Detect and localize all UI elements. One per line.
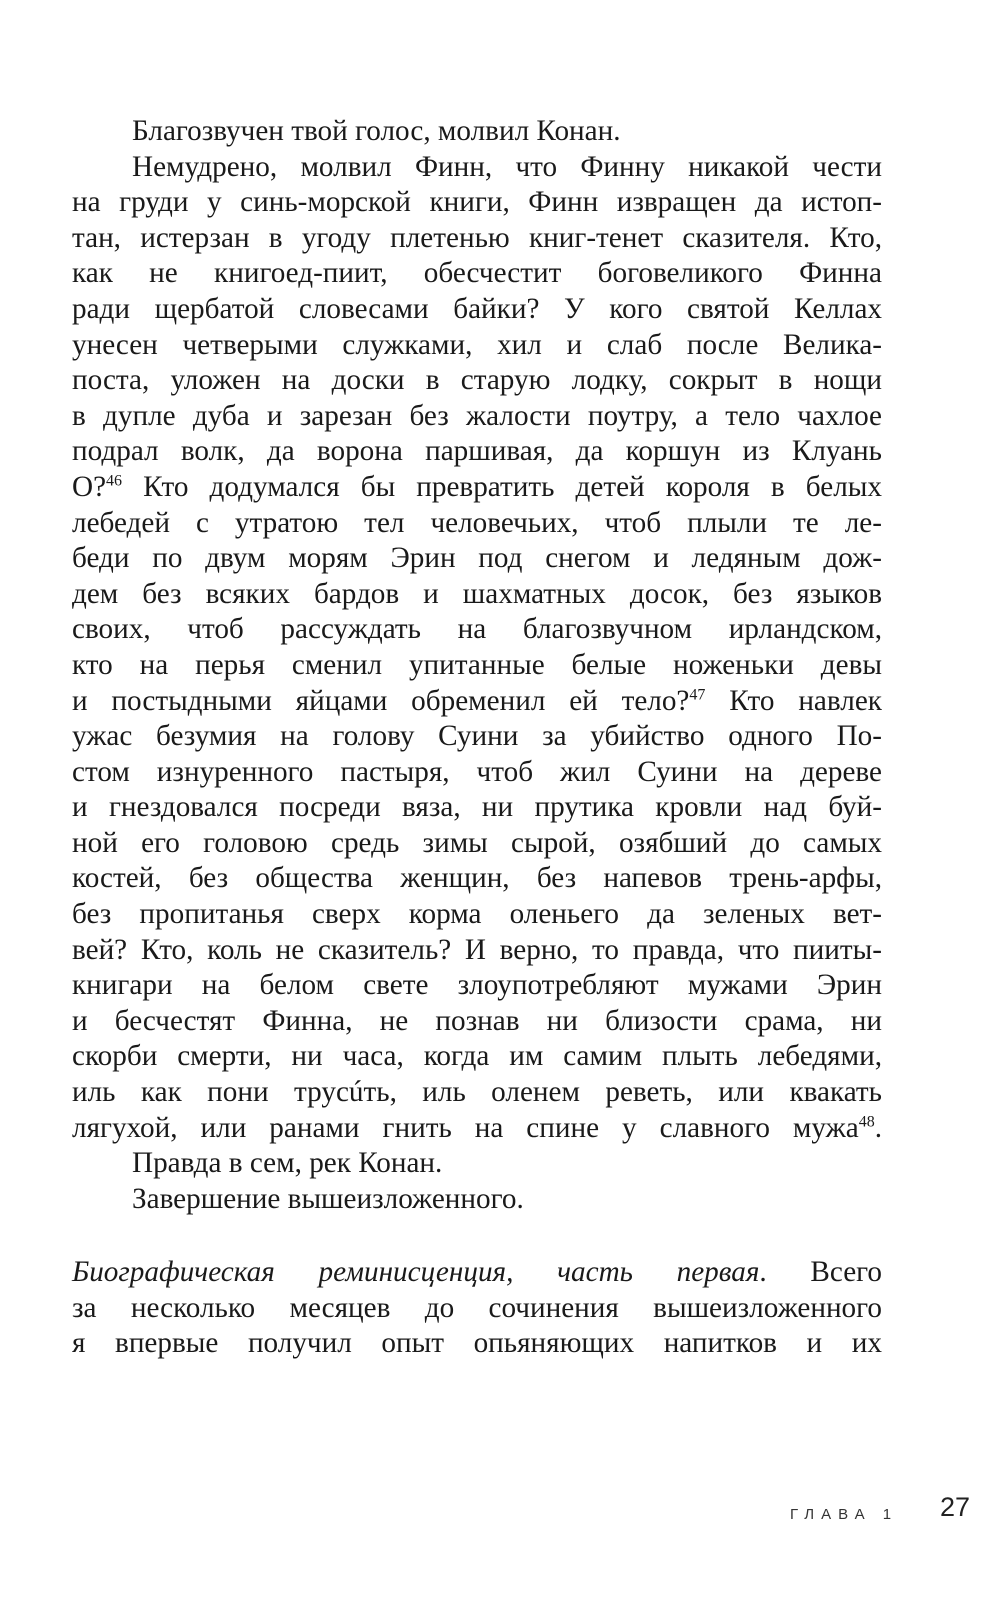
text-line xyxy=(72,1004,882,1040)
text-line xyxy=(72,506,882,542)
text-line xyxy=(72,826,882,862)
text-line xyxy=(72,1075,882,1111)
text-line xyxy=(72,684,882,720)
text-line xyxy=(72,612,882,648)
text-line xyxy=(72,114,882,150)
text-line xyxy=(72,968,882,1004)
text-line xyxy=(72,221,882,257)
text-segment: ужас безумия на голову Суини за убийство одного По- xyxy=(72,720,882,753)
text-line xyxy=(72,150,882,186)
text-line xyxy=(72,790,882,826)
text-line xyxy=(72,292,882,328)
page-number: 27 xyxy=(940,1492,971,1522)
text-segment: Завершение вышеизложенного. xyxy=(132,1182,524,1215)
text-segment: ной его головою средь зимы сырой, озябший до самых xyxy=(72,826,882,859)
text-segment: за несколько месяцев до сочинения вышеизложенного xyxy=(72,1291,882,1324)
text-line xyxy=(72,434,882,470)
text-segment: тан, истерзан в угоду плетенью книг-тенет сказителя. Кто, xyxy=(72,221,882,254)
text-line xyxy=(72,1326,882,1362)
text-segment: Благозвучен твой голос, молвил Конан. xyxy=(132,115,621,147)
text-segment: своих, чтоб рассуждать на благозвучном ирландском, xyxy=(72,613,882,646)
text-segment: . xyxy=(874,1111,882,1144)
text-line xyxy=(72,185,882,221)
text-segment: книгари на белом свете злоупотребляют мужами Эрин xyxy=(72,969,882,1002)
text-segment: кто на перья сменил упитанные белые ноженьки девы xyxy=(72,648,882,681)
text-segment: лягухой, или ранами гнить на спине у славного мужа xyxy=(72,1111,859,1144)
text-segment: иль как пони трусúть, иль оленем реветь, или квакать xyxy=(72,1076,882,1109)
text-line xyxy=(72,399,882,435)
text-segment: костей, без общества женщин, без напевов трень-арфы, xyxy=(72,862,882,895)
running-footer-chapter: ГЛАВА 1 xyxy=(790,1506,899,1523)
text-segment: Правда в сем, рек Конан. xyxy=(132,1147,443,1180)
reminiscence-paragraph xyxy=(72,1255,882,1362)
text-line xyxy=(72,541,882,577)
text-segment: в дупле дуба и зарезан без жалости поутру, а тело чахлое xyxy=(72,399,882,432)
text-line xyxy=(72,1039,882,1075)
text-segment: стом изнуренного пастыря, чтоб жил Суини на дереве xyxy=(72,755,882,788)
text-line xyxy=(72,256,882,292)
text-segment: на груди у синь-морской книги, Финн извращен да истоп- xyxy=(72,186,882,219)
text-segment: и гнездовался посреди вяза, ни прутика кровли над буй- xyxy=(72,791,882,824)
text-segment: . Всего xyxy=(759,1256,882,1288)
text-segment: подрал волк, да ворона паршивая, да коршун из Клуань xyxy=(72,435,882,468)
text-segment: унесен четверыми служками, хил и слаб после Велика- xyxy=(72,328,882,361)
text-line xyxy=(72,1255,882,1291)
italic-heading: Биографическая реминисценция, часть первая xyxy=(72,1256,760,1288)
text-segment: вей? Кто, коль не сказитель? И верно, то правда, что пииты- xyxy=(72,933,882,966)
text-line xyxy=(72,470,882,506)
text-line xyxy=(72,897,882,933)
footnote-marker: 47 xyxy=(689,686,706,704)
text-line xyxy=(72,577,882,613)
text-line xyxy=(72,861,882,897)
text-line xyxy=(72,648,882,684)
text-segment: О? xyxy=(72,470,107,503)
text-segment: ради щербатой словесами байки? У кого святой Келлах xyxy=(72,292,882,325)
text-segment: Немудрено, молвил Финн, что Финну никакой чести xyxy=(132,150,882,183)
text-segment: Кто додумался бы превратить детей короля в белых xyxy=(122,470,882,503)
footnote-marker: 46 xyxy=(106,472,123,490)
text-segment: и постыдными яйцами обременил ей тело? xyxy=(72,684,690,717)
footnote-marker: 48 xyxy=(858,1113,875,1131)
text-line xyxy=(72,719,882,755)
text-segment: скорби смерти, ни часа, когда им самим плыть лебедями, xyxy=(72,1040,882,1073)
text-line xyxy=(72,933,882,969)
text-segment: я впервые получил опыт опьяняющих напитков и их xyxy=(72,1327,882,1360)
main-text xyxy=(72,114,882,1217)
text-segment: беди по двум морям Эрин под снегом и ледяным дож- xyxy=(72,542,882,575)
text-segment: без пропитанья сверх корма оленьего да зеленых вет- xyxy=(72,898,882,931)
text-segment: и бесчестят Финна, не познав ни близости срама, ни xyxy=(72,1004,882,1037)
text-line xyxy=(72,1182,882,1218)
text-line xyxy=(72,1291,882,1327)
text-segment: дем без всяких бардов и шахматных досок, без языков xyxy=(72,577,882,610)
text-line xyxy=(72,328,882,364)
text-segment: как не книгоед-пиит, обесчестит боговеликого Финна xyxy=(72,257,882,290)
text-line xyxy=(72,363,882,399)
text-line xyxy=(72,1111,882,1147)
text-segment: лебедей с утратою тел человечьих, чтоб плыли те ле- xyxy=(72,506,882,539)
text-segment: Кто навлек xyxy=(705,684,882,717)
text-line xyxy=(72,755,882,791)
text-line xyxy=(72,1146,882,1182)
text-segment: поста, уложен на доски в старую лодку, сокрыт в нощи xyxy=(72,364,882,397)
